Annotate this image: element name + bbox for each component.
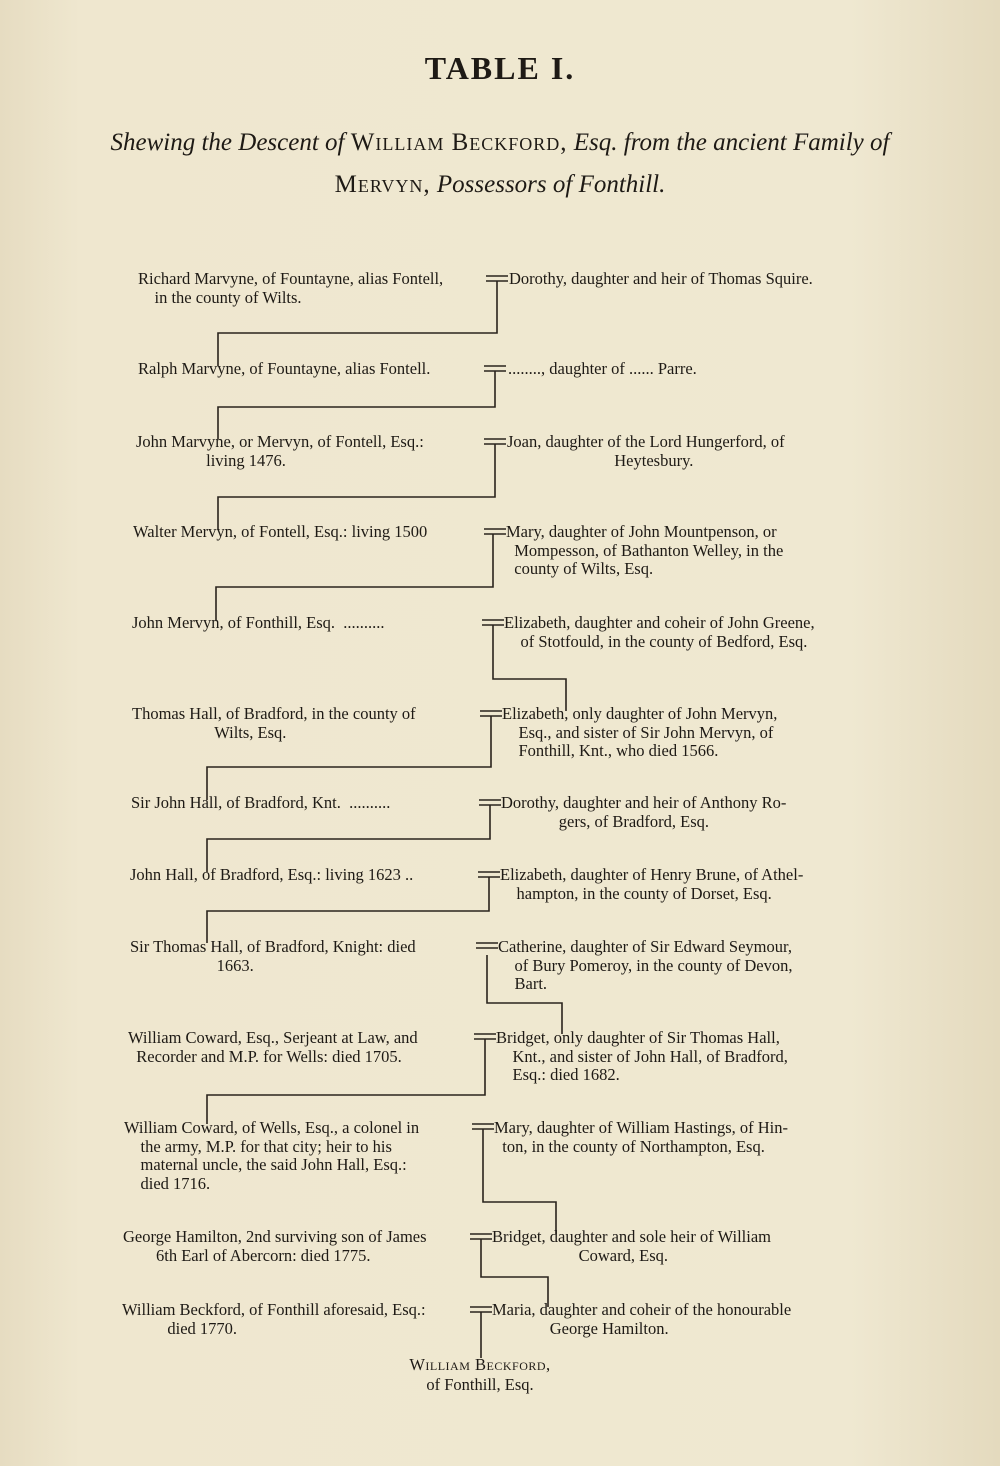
marriage-symbol-5	[482, 620, 504, 625]
subtitle-part1: Shewing the Descent of	[110, 129, 345, 156]
husband-3: John Marvyne, or Mervyn, of Fontell, Esq.: living 1476.	[136, 432, 424, 470]
husband-7: Sir John Hall, of Bradford, Knt. ..........	[131, 793, 391, 812]
marriage-symbol-7	[479, 800, 501, 805]
wife-13: Maria, daughter and coheir of the honourable George Hamilton.	[492, 1300, 792, 1338]
wife-7: Dorothy, daughter and heir of Anthony Ro- gers, of Bradford, Esq.	[501, 793, 787, 831]
husband-1: Richard Marvyne, of Fountayne, alias Fontell, in the county of Wilts.	[138, 269, 444, 307]
wife-1: Dorothy, daughter and heir of Thomas Squire.	[509, 269, 813, 288]
marriage-symbol-10	[474, 1034, 496, 1039]
husband-2: Ralph Marvyne, of Fountayne, alias Fontell.	[138, 359, 431, 378]
wife-4: Mary, daughter of John Mountpenson, or Mompesson, of Bathanton Welley, in the county of Wilts, Esq.	[506, 522, 784, 578]
wife-6: Elizabeth, only daughter of John Mervyn, Esq., and sister of Sir John Mervyn, of Fonthill, Knt., who died 1566.	[502, 704, 778, 760]
wife-10: Bridget, only daughter of Sir Thomas Hall, Knt., and sister of John Hall, of Bradford, Esq.: died 1682.	[496, 1028, 788, 1084]
husband-9: Sir Thomas Hall, of Bradford, Knight: died 1663.	[130, 937, 416, 975]
marriage-symbol-9	[476, 943, 498, 948]
marriage-symbol-11	[472, 1124, 494, 1129]
marriage-symbol-6	[480, 711, 502, 716]
wife-3: Joan, daughter of the Lord Hungerford, of Heytesbury.	[507, 432, 785, 470]
final-heir-name: William Beckford,	[409, 1355, 551, 1374]
husband-4: Walter Mervyn, of Fontell, Esq.: living 1500	[133, 522, 428, 541]
husband-6: Thomas Hall, of Bradford, in the county of Wilts, Esq.	[132, 704, 416, 742]
wife-9: Catherine, daughter of Sir Edward Seymour, of Bury Pomeroy, in the county of Devon, Bart.	[498, 937, 793, 993]
subtitle-family: Mervyn,	[334, 171, 431, 198]
descent-line-2	[218, 371, 495, 439]
wife-12: Bridget, daughter and sole heir of William Coward, Esq.	[492, 1227, 772, 1265]
wife-2: ........, daughter of ...... Parre.	[508, 359, 697, 378]
marriage-symbol-2	[484, 366, 506, 371]
subtitle-part2: Esq. from the ancient Family of	[573, 129, 890, 156]
wife-11: Mary, daughter of William Hastings, of Hin- ton, in the county of Northampton, Esq.	[494, 1118, 788, 1156]
husband-5: John Mervyn, of Fonthill, Esq. ..........	[132, 613, 385, 632]
marriage-symbol-12	[470, 1234, 492, 1239]
descent-line-4	[216, 534, 493, 620]
marriage-symbol-3	[484, 439, 506, 444]
marriage-symbol-1	[486, 276, 508, 281]
descent-line-8	[207, 877, 489, 943]
husband-8: John Hall, of Bradford, Esq.: living 1623 ..	[130, 865, 414, 884]
final-heir-place: of Fonthill, Esq.	[426, 1375, 534, 1394]
subtitle-name: William Beckford,	[350, 129, 568, 156]
wife-8: Elizabeth, daughter of Henry Brune, of Athel- hampton, in the county of Dorset, Esq.	[500, 865, 804, 903]
descent-line-7	[207, 805, 490, 872]
wife-5: Elizabeth, daughter and coheir of John Greene, of Stotfould, in the county of Bedford, Esq.	[504, 613, 815, 651]
marriage-symbol-4	[484, 529, 506, 534]
husband-12: George Hamilton, 2nd surviving son of James 6th Earl of Abercorn: died 1775.	[123, 1227, 427, 1265]
husband-13: William Beckford, of Fonthill aforesaid, Esq.: died 1770.	[122, 1300, 426, 1338]
page-title: TABLE I.	[424, 50, 576, 86]
marriage-symbol-8	[478, 872, 500, 877]
husband-10: William Coward, Esq., Serjeant at Law, and Recorder and M.P. for Wells: died 1705.	[128, 1028, 418, 1066]
subtitle-part3: Possessors of Fonthill.	[436, 171, 666, 198]
marriage-symbol-13	[470, 1307, 492, 1312]
husband-11: William Coward, of Wells, Esq., a colonel in the army, M.P. for that city; heir to his maternal uncle, the said John Hall, Esq.: died 1716.	[124, 1118, 420, 1193]
